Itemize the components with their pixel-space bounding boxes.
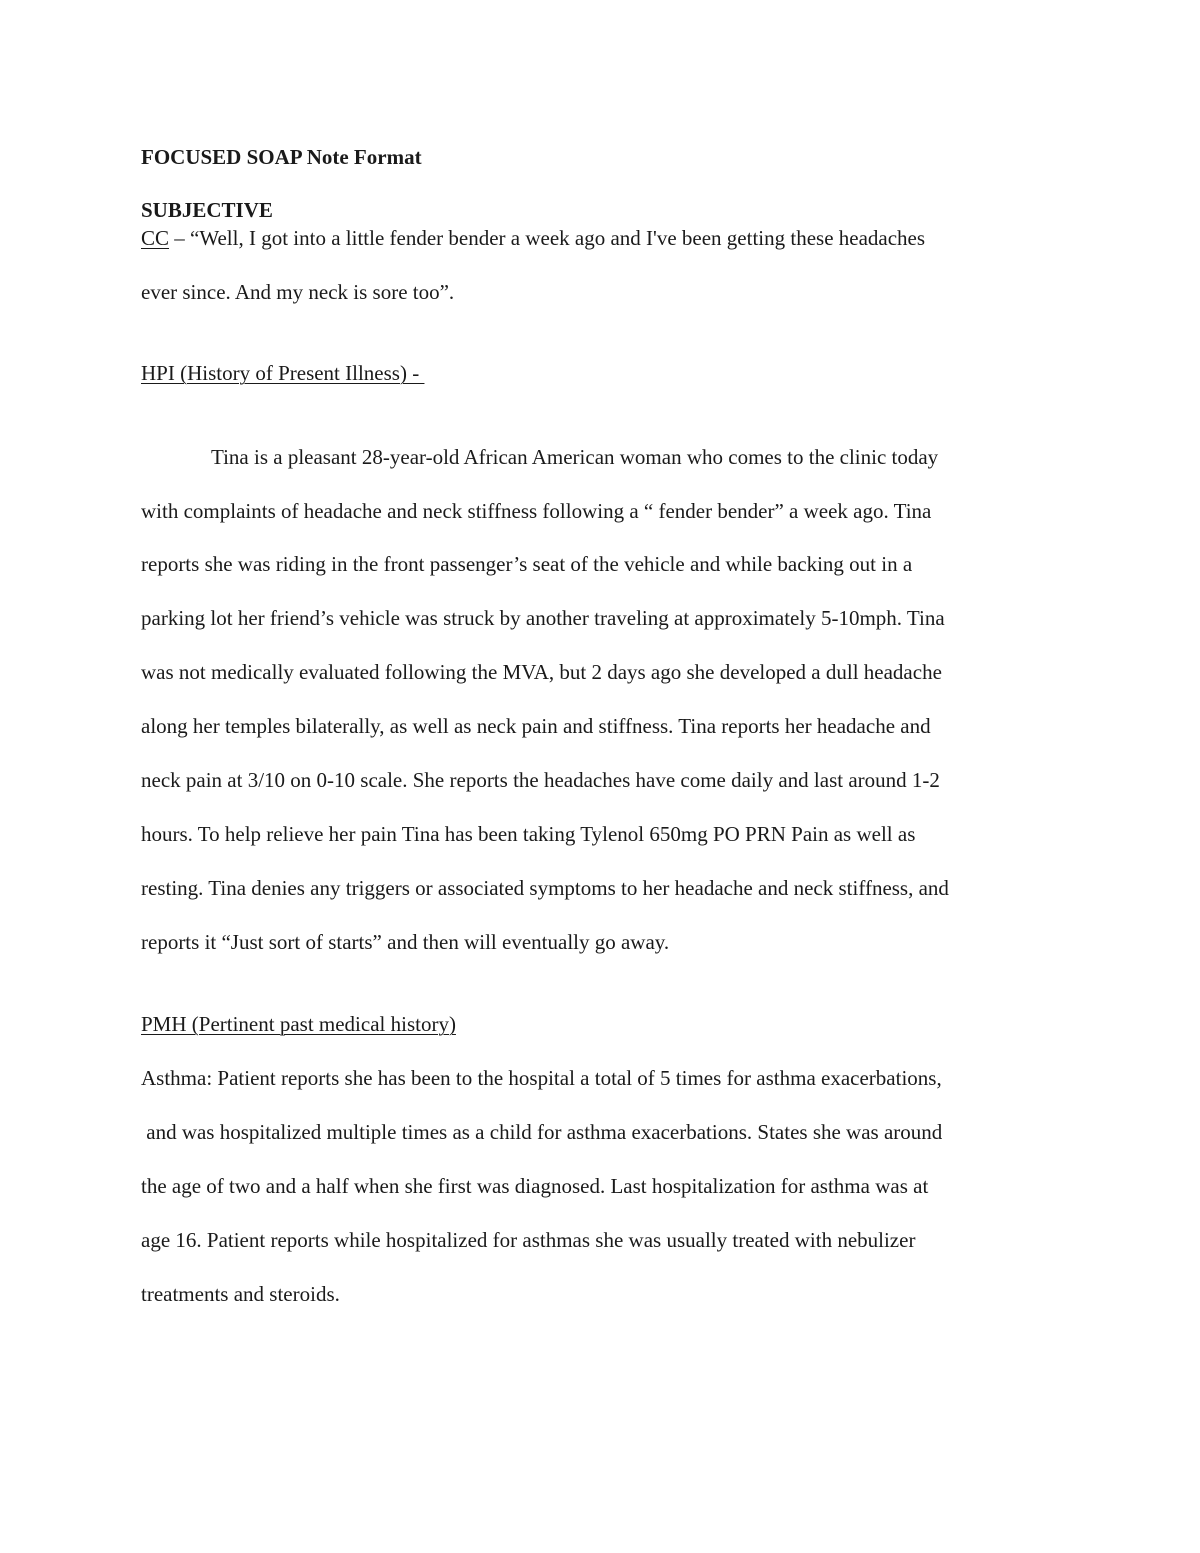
- pmh-heading-text: PMH (Pertinent past medical history): [141, 1012, 456, 1036]
- subjective-heading: SUBJECTIVE: [141, 198, 273, 222]
- hpi-heading-text: HPI (History of Present Illness) -: [141, 361, 425, 385]
- hpi-line: reports she was riding in the front passenger’s seat of the vehicle and while backing out in a: [141, 552, 913, 576]
- cc-text-1: – “Well, I got into a little fender bender a week ago and I've been getting these headaches: [169, 226, 926, 250]
- pmh-heading: [141, 1010, 456, 1038]
- pmh-line: Asthma: Patient reports she has been to the hospital a total of 5 times for asthma exacerbations,: [141, 1066, 942, 1090]
- hpi-heading: [141, 359, 424, 387]
- hpi-line: hours. To help relieve her pain Tina has been taking Tylenol 650mg PO PRN Pain as well as: [141, 822, 916, 846]
- cc-line-1: [141, 224, 925, 252]
- hpi-line: resting. Tina denies any triggers or associated symptoms to her headache and neck stiffness, and: [141, 876, 949, 900]
- pmh-line: the age of two and a half when she first was diagnosed. Last hospitalization for asthma was at: [141, 1174, 929, 1198]
- cc-text-2: ever since. And my neck is sore too”.: [141, 280, 455, 304]
- cc-label: CC: [141, 226, 170, 250]
- hpi-line: with complaints of headache and neck stiffness following a “ fender bender” a week ago. Tina: [141, 499, 932, 523]
- hpi-line: was not medically evaluated following the MVA, but 2 days ago she developed a dull headache: [141, 660, 942, 684]
- pmh-line: and was hospitalized multiple times as a child for asthma exacerbations. States she was around: [141, 1120, 943, 1144]
- pmh-line: age 16. Patient reports while hospitalized for asthmas she was usually treated with nebulizer: [141, 1228, 916, 1252]
- hpi-line: parking lot her friend’s vehicle was struck by another traveling at approximately 5-10mph. Tina: [141, 606, 945, 630]
- hpi-line: along her temples bilaterally, as well as neck pain and stiffness. Tina reports her headache and: [141, 714, 931, 738]
- document-title: FOCUSED SOAP Note Format: [141, 145, 422, 169]
- hpi-line: neck pain at 3/10 on 0-10 scale. She reports the headaches have come daily and last around 1-2: [141, 768, 940, 792]
- pmh-line: treatments and steroids.: [141, 1282, 340, 1306]
- hpi-line: Tina is a pleasant 28-year-old African American woman who comes to the clinic today: [211, 445, 939, 469]
- hpi-line: reports it “Just sort of starts” and then will eventually go away.: [141, 930, 670, 954]
